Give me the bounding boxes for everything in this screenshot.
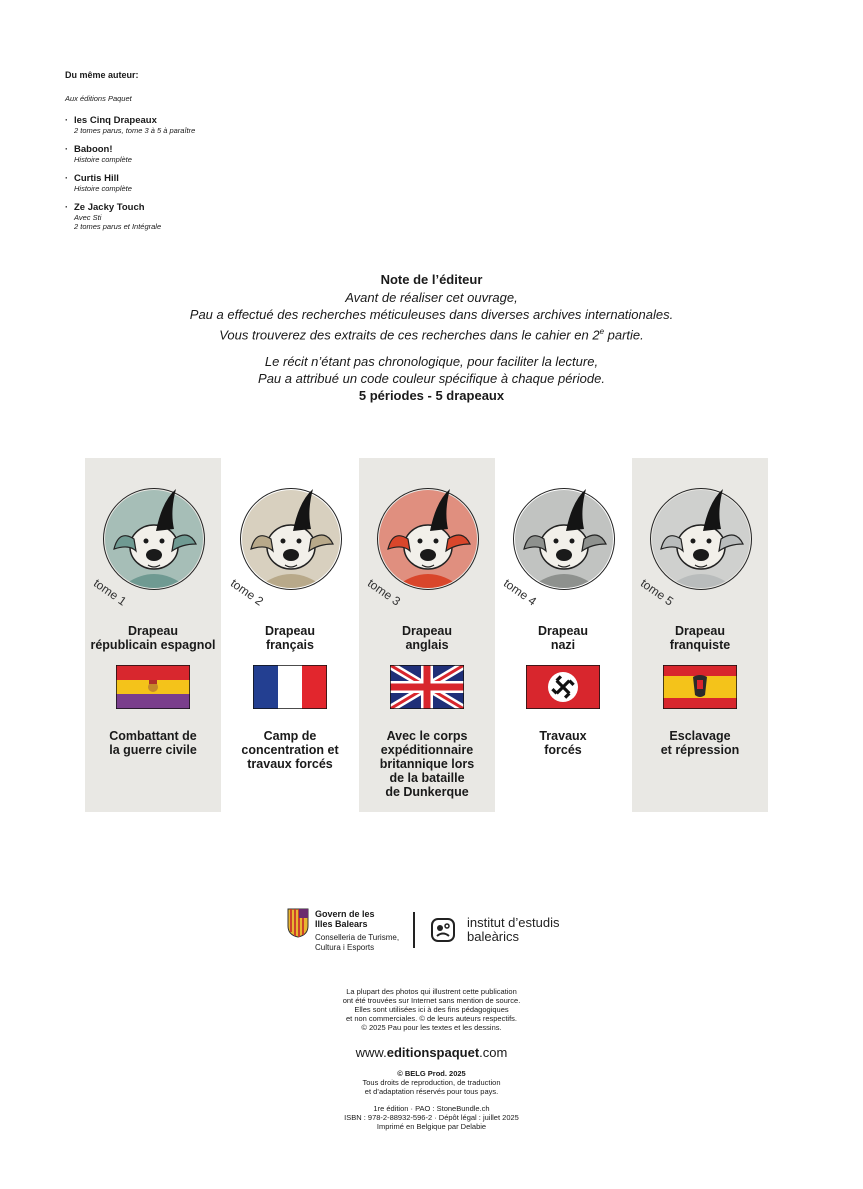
notice-line: La plupart des photos qui illustrent cette publication <box>346 987 517 996</box>
period-caption <box>85 729 221 757</box>
department-line: Cultura i Esports <box>315 943 375 952</box>
iebal-logo-icon <box>430 917 456 943</box>
book-title: Baboon! <box>74 144 113 155</box>
period-caption <box>495 729 631 757</box>
bullet-icon: · <box>65 173 68 183</box>
logo-divider <box>413 912 415 948</box>
government-name-line: Govern de les <box>315 909 375 919</box>
character-portrait <box>240 488 342 590</box>
editor-note-title: Note de l’éditeur <box>380 272 483 287</box>
note-line: Pau a attribué un code couleur spécifique à chaque période. <box>258 371 605 387</box>
character-portrait <box>513 488 615 590</box>
spanish-republic-flag-icon <box>116 665 190 709</box>
books-list <box>65 115 365 231</box>
website-link[interactable] <box>0 1045 863 1060</box>
period-caption <box>632 729 768 757</box>
character-portrait <box>650 488 752 590</box>
caption-line: Camp de <box>263 729 317 743</box>
character-portrait-icon <box>378 489 478 589</box>
government-name <box>315 909 375 929</box>
character-portrait-icon <box>514 489 614 589</box>
tome-label: tome 5 <box>637 576 677 609</box>
book-title: Curtis Hill <box>74 173 119 184</box>
caption-line: expéditionnaire <box>380 743 474 757</box>
book-item <box>65 144 365 164</box>
character-portrait-icon <box>241 489 341 589</box>
rights-line: © BELG Prod. 2025 <box>397 1069 466 1078</box>
notice-line: © 2025 Pau pour les textes et les dessins. <box>361 1023 502 1032</box>
caption-line: britannique lors <box>379 757 475 771</box>
institute-name <box>467 916 560 944</box>
book-title: Ze Jacky Touch <box>74 202 145 213</box>
government-department <box>315 933 399 953</box>
period-caption <box>359 729 495 799</box>
period-column <box>632 458 768 812</box>
balearic-shield-icon <box>287 908 309 938</box>
tome-label: tome 2 <box>227 576 267 609</box>
book-note: Histoire complète <box>74 184 132 193</box>
periods-grid <box>85 458 768 812</box>
photo-notice <box>0 987 863 1032</box>
francoist-flag-icon <box>663 665 737 709</box>
tome-label: tome 4 <box>500 576 540 609</box>
caption-line: Esclavage <box>669 729 731 743</box>
bullet-icon: · <box>65 115 68 125</box>
other-works-section <box>65 70 365 240</box>
tome-label: tome 3 <box>364 576 404 609</box>
caption-line: forcés <box>544 743 582 757</box>
flag-name-line: Drapeau <box>401 624 453 638</box>
nazi-flag-icon <box>526 665 600 709</box>
flag-name-line: Drapeau <box>674 624 726 638</box>
caption-line: la guerre civile <box>109 743 197 757</box>
flag-name-line: anglais <box>405 638 449 652</box>
flag-name-line: républicain espagnol <box>90 638 216 652</box>
credits-section <box>0 987 863 1131</box>
french-flag-icon <box>253 665 327 709</box>
book-note: Histoire complète <box>74 155 132 164</box>
government-name-line: Illes Balears <box>315 919 368 929</box>
website-domain: editionspaquet <box>386 1045 480 1060</box>
union-jack-flag-icon <box>390 665 464 709</box>
bullet-icon: · <box>65 144 68 154</box>
editor-note <box>0 272 863 404</box>
periods-summary: 5 périodes - 5 drapeaux <box>358 388 505 404</box>
note-line: Pau a effectué des recherches méticuleuses dans diverses archives internationales. <box>189 307 674 322</box>
notice-line: ont été trouvées sur Internet sans mention de source. <box>342 996 521 1005</box>
institute-name-line: institut d’estudis <box>467 915 560 930</box>
edition-line: 1re édition · PAO : StoneBundle.ch <box>373 1104 490 1113</box>
flag-name <box>222 624 358 652</box>
period-column <box>85 458 221 812</box>
book-item <box>65 173 365 193</box>
flag-name <box>359 624 495 652</box>
period-column <box>222 458 358 812</box>
caption-line: concentration et <box>241 743 339 757</box>
caption-line: Combattant de <box>109 729 197 743</box>
flag-name-line: Drapeau <box>127 624 179 638</box>
book-title: les Cinq Drapeaux <box>74 115 157 126</box>
caption-line: de Dunkerque <box>385 785 469 799</box>
flag-name-line: nazi <box>550 638 576 652</box>
book-item <box>65 115 365 135</box>
website-prefix: www. <box>355 1045 387 1060</box>
book-note: Avec Sti <box>74 213 102 222</box>
rights-line: Tous droits de reproduction, de traduction <box>362 1078 501 1087</box>
note-line: Le récit n’étant pas chronologique, pour faciliter la lecture, <box>264 354 599 370</box>
character-portrait <box>377 488 479 590</box>
publisher-line: Aux éditions Paquet <box>65 94 132 103</box>
tome-label: tome 1 <box>90 576 130 609</box>
caption-line: Avec le corps <box>386 729 468 743</box>
institute-name-line: baleàrics <box>467 929 520 944</box>
edition-line: Imprimé en Belgique par Delabie <box>376 1122 487 1131</box>
edition-line: ISBN : 978-2-88932-596-2 · Dépôt légal : juillet 2025 <box>344 1113 519 1122</box>
character-portrait-icon <box>104 489 204 589</box>
period-column <box>359 458 495 812</box>
caption-line: de la bataille <box>389 771 465 785</box>
period-column <box>495 458 631 812</box>
notice-line: Elles sont utilisées ici à des fins pédagogiques <box>354 1005 509 1014</box>
department-line: Conselleria de Turisme, <box>315 933 400 942</box>
caption-line: travaux forcés <box>247 757 333 771</box>
note-line: Avant de réaliser cet ouvrage, <box>345 290 518 305</box>
caption-line: Travaux <box>539 729 587 743</box>
character-portrait-icon <box>651 489 751 589</box>
bullet-icon: · <box>65 202 68 212</box>
edition-info <box>0 1104 863 1131</box>
website-suffix: .com <box>479 1045 508 1060</box>
flag-name <box>632 624 768 652</box>
period-caption <box>222 729 358 771</box>
flag-name-line: franquiste <box>669 638 731 652</box>
character-portrait <box>103 488 205 590</box>
book-note: 2 tomes parus, tome 3 à 5 à paraître <box>74 126 196 135</box>
flag-name-line: Drapeau <box>264 624 316 638</box>
flag-name <box>85 624 221 652</box>
sponsor-logos <box>287 905 587 955</box>
book-note: 2 tomes parus et Intégrale <box>74 222 162 231</box>
caption-line: et répression <box>660 743 740 757</box>
notice-line: et non commerciales. © de leurs auteurs respectifs. <box>345 1014 518 1023</box>
note-line: Vous trouverez des extraits de ces recherches dans le cahier en 2e partie. <box>219 327 644 343</box>
rights-line: et d’adaptation réservés pour tous pays. <box>364 1087 499 1096</box>
flag-name <box>495 624 631 652</box>
flag-name-line: français <box>266 638 314 652</box>
other-works-heading: Du même auteur: <box>65 70 139 80</box>
rights-notice <box>0 1069 863 1096</box>
flag-name-line: Drapeau <box>537 624 589 638</box>
book-item <box>65 202 365 231</box>
